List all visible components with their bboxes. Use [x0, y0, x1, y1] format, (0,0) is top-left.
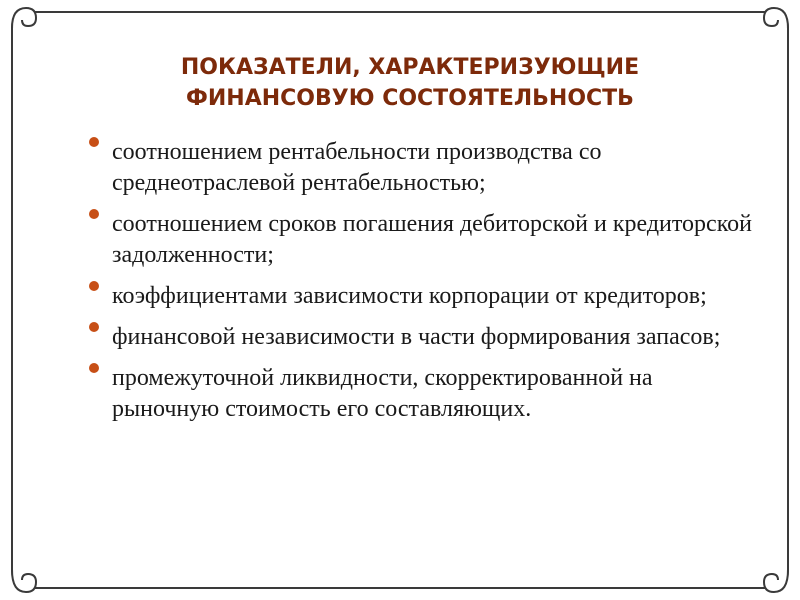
- bullet-dot-icon: [89, 322, 99, 332]
- bullet-list: [88, 137, 758, 435]
- bullet-text-2: соотношением сроков погашения дебиторской и кредиторской задолженности;: [112, 211, 752, 268]
- bullet-text-5: промежуточной ликвидности, скорректированной на рыночную стоимость его составляющих.: [112, 365, 653, 422]
- bullet-item-4: [88, 322, 758, 353]
- bullet-item-3: [88, 281, 758, 312]
- bullet-item-2: [88, 209, 758, 271]
- title-line-1: ПОКАЗАТЕЛИ, ХАРАКТЕРИЗУЮЩИЕ: [180, 55, 640, 80]
- bullet-dot-icon: [89, 137, 99, 147]
- bullet-item-5: [88, 363, 758, 425]
- title-line-2: ФИНАНСОВУЮ СОСТОЯТЕЛЬНОСТЬ: [186, 86, 634, 111]
- slide-title: [100, 52, 720, 114]
- bullet-text-3: коэффициентами зависимости корпорации от кредиторов;: [112, 283, 707, 309]
- bullet-dot-icon: [89, 281, 99, 291]
- bullet-dot-icon: [89, 363, 99, 373]
- bullet-dot-icon: [89, 209, 99, 219]
- bullet-item-1: [88, 137, 758, 199]
- bullet-text-4: финансовой независимости в части формирования запасов;: [112, 324, 721, 350]
- bullet-text-1: соотношением рентабельности производства со среднеотраслевой рентабельностью;: [112, 139, 602, 196]
